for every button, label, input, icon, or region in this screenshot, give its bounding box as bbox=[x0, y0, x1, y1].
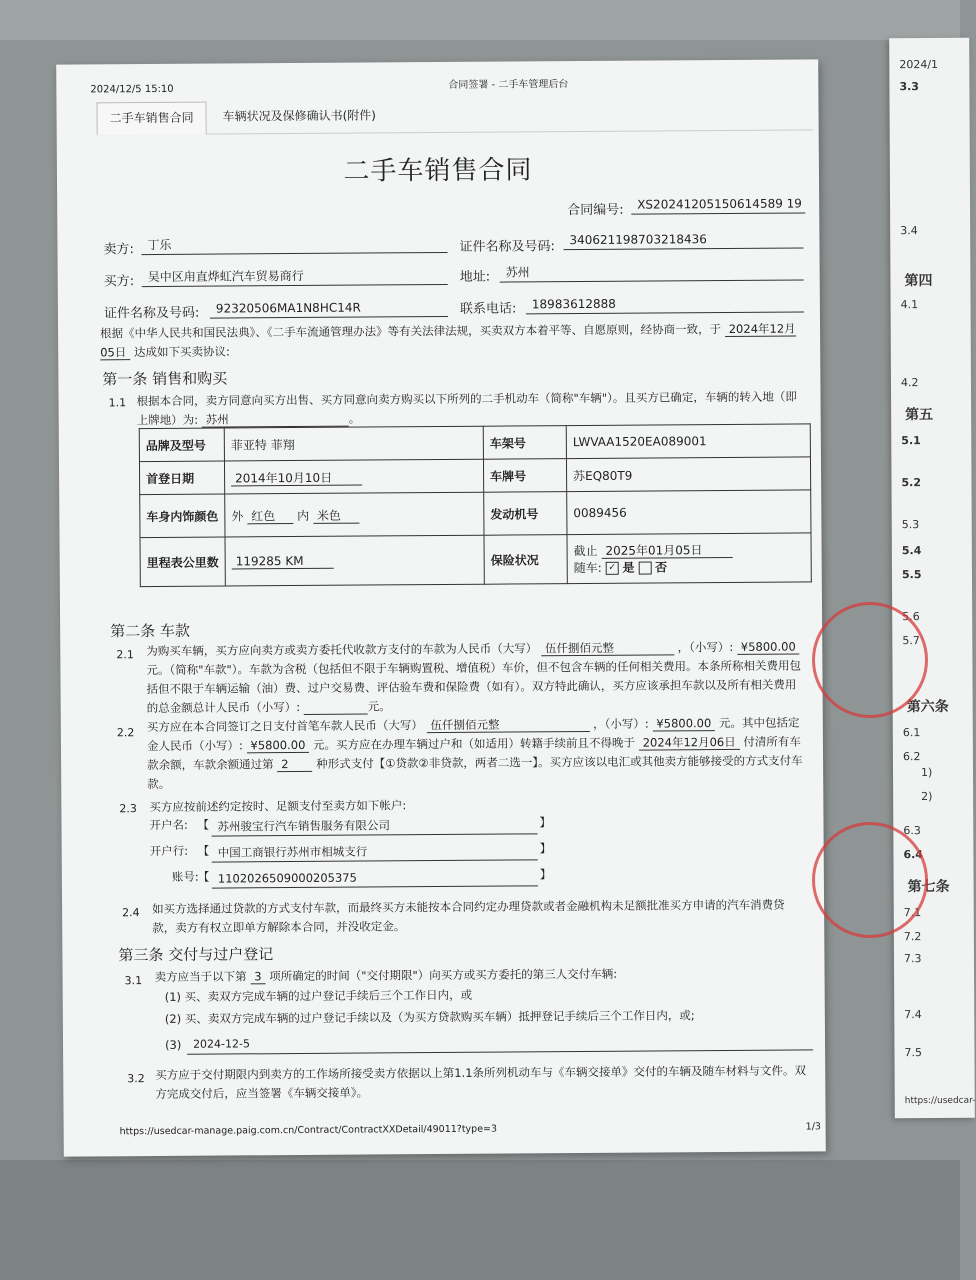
table-row bbox=[139, 457, 810, 495]
page2-item: 5.1 bbox=[901, 434, 921, 448]
account-no-label: 账号: bbox=[171, 869, 199, 884]
delivery-option-2: (2) 买、卖双方完成车辆的过户登记手续以及（为买方贷款购买车辆）抵押登记手续后三个工作日内，或; bbox=[164, 1008, 695, 1026]
table-row bbox=[140, 533, 811, 587]
engine-label: 发动机号 bbox=[484, 492, 567, 536]
buyer-value: 吴中区甪直烨虹汽车贸易商行 bbox=[142, 266, 448, 287]
page2-item: 第五 bbox=[905, 406, 934, 424]
clause-1-1: 根据本合同，卖方同意向买方出售、买方同意向卖方购买以下所列的二手机动车（简称"车辆"）。且买方已确定，车辆的转入地（即上牌地）为: 苏州 。 bbox=[136, 389, 797, 428]
mileage-value: 119285 KM bbox=[232, 554, 334, 570]
article-3-title: 第三条 交付与过户登记 bbox=[118, 945, 274, 965]
insurance-until-row bbox=[574, 540, 805, 559]
clause-2-2-text-d: 元。买方应在办理车辆过户和（如适用）转籍手续前且不得晚于 bbox=[312, 735, 636, 752]
engine-value: 0089456 bbox=[567, 490, 811, 535]
clause-number: 2.3 bbox=[119, 802, 137, 816]
page2-item: 3.3 bbox=[899, 80, 919, 94]
page2-item: 6.3 bbox=[903, 824, 921, 838]
page2-item: 6.1 bbox=[902, 726, 921, 740]
page2-item: 7.4 bbox=[904, 1008, 922, 1022]
address-value: 苏州 bbox=[500, 261, 804, 282]
clause-2-1-text-a: 为购买车辆，买方应向卖方或卖方委托代收款方支付的车款为人民币（大写） bbox=[146, 641, 538, 659]
clause-number: 1.1 bbox=[108, 396, 127, 410]
bracket-open: 【 bbox=[197, 869, 210, 884]
buyer-label: 买方: bbox=[103, 274, 135, 290]
mileage-label: 里程表公里数 bbox=[140, 537, 225, 587]
no-label: 否 bbox=[655, 560, 668, 575]
insurance-with-label: 随车: bbox=[573, 560, 602, 576]
tab-sales-contract[interactable]: 二手车销售合同 bbox=[96, 102, 206, 136]
checkbox-no[interactable] bbox=[638, 562, 651, 575]
exterior-prefix: 外 bbox=[231, 508, 244, 523]
clause-2-2-text-b: ，（小写）: bbox=[593, 716, 649, 731]
page2-item: 7.1 bbox=[903, 906, 922, 920]
next-page-partial bbox=[889, 38, 975, 1118]
contract-page bbox=[56, 59, 826, 1156]
red-seal-stamp bbox=[812, 602, 928, 718]
page2-date: 2024/1 bbox=[899, 57, 939, 72]
account-no-value: 1102026509000205375 bbox=[212, 867, 538, 888]
interior-prefix: 内 bbox=[296, 508, 310, 523]
table-row bbox=[139, 424, 810, 462]
seller-label: 卖方: bbox=[103, 242, 134, 258]
insurance-with-row bbox=[574, 557, 805, 576]
page2-item: 1) bbox=[920, 766, 933, 780]
clause-number: 2.4 bbox=[122, 906, 140, 920]
seller-id-value: 340621198703218436 bbox=[563, 229, 803, 250]
mileage-cell bbox=[225, 535, 484, 586]
clause-number: 2.1 bbox=[116, 648, 134, 662]
phone-value: 18983612888 bbox=[526, 293, 804, 314]
page2-item: 3.4 bbox=[900, 224, 918, 238]
balance-due-date: 2024年12月06日 bbox=[639, 735, 740, 751]
bracket-close: 】 bbox=[539, 867, 552, 882]
page2-item: 7.5 bbox=[904, 1046, 923, 1060]
page2-item: 第六条 bbox=[906, 698, 949, 716]
seller-value: 丁乐 bbox=[141, 234, 447, 255]
article-2-title: 第二条 车款 bbox=[110, 621, 190, 641]
seller-id-label: 证件名称及号码: bbox=[459, 239, 555, 255]
plate-value: 苏EQ80T9 bbox=[566, 457, 810, 492]
clause-2-2 bbox=[147, 713, 806, 794]
reg-date-cell bbox=[224, 459, 483, 494]
exterior-color: 红色 bbox=[247, 509, 293, 524]
clause-number: 3.1 bbox=[124, 974, 143, 988]
checkbox-yes[interactable]: ✓ bbox=[606, 562, 619, 575]
tab-vehicle-condition[interactable]: 车辆状况及保修确认书(附件) bbox=[222, 108, 376, 124]
buyer-id-value: 92320506MA1N8HC14R bbox=[210, 298, 448, 319]
reg-date-value: 2014年10月10日 bbox=[231, 470, 362, 486]
insurance-label: 保险状况 bbox=[484, 535, 567, 585]
page2-item: 第七条 bbox=[907, 878, 950, 896]
page2-item: 第四 bbox=[904, 272, 933, 290]
page2-item: 5.5 bbox=[901, 568, 922, 582]
clause-2-3: 买方应按前述约定按时、足额支付至卖方如下帐户: bbox=[149, 798, 407, 815]
account-bank-value: 中国工商银行苏州市相城支行 bbox=[212, 841, 538, 862]
delivery-item: 3 bbox=[250, 969, 265, 984]
contract-no-label: 合同编号: bbox=[567, 202, 624, 219]
page2-item: 6.2 bbox=[902, 750, 921, 764]
clause-2-2-text-f: 种形式支付【①贷款②非贷款，两者二选一】。买方应该以电汇或其他卖方能够接受的方式支付车款。 bbox=[147, 753, 803, 792]
intro-end: 达成如下买卖协议: bbox=[133, 344, 230, 360]
delivery-option-1: (1) 买、卖双方完成车辆的过户登记手续后三个工作日内，或 bbox=[164, 987, 473, 1004]
bracket-open: 【 bbox=[197, 843, 210, 858]
background-desk bbox=[0, 1160, 960, 1280]
clause-1-1-text: 根据本合同，卖方同意向买方出售、买方同意向卖方购买以下所列的二手机动车（简称"车辆"）。且买方已确定，车辆的转入地（即上牌地）为: bbox=[136, 389, 797, 428]
contract-no-value: XS20241205150614589 19 bbox=[631, 194, 805, 214]
page2-item: 5.4 bbox=[901, 544, 922, 558]
page2-item: 2) bbox=[921, 790, 933, 804]
clause-number: 3.2 bbox=[127, 1072, 145, 1086]
page2-item: 4.2 bbox=[900, 376, 919, 390]
clause-2-2-text-c: 元。其中包括定金人民币（小写）: bbox=[146, 715, 800, 754]
phone-label: 联系电话: bbox=[459, 301, 517, 317]
page2-item: 7.2 bbox=[903, 930, 922, 944]
clause-2-1-text-c: 元。（简称"车款"）。车款为含税（包括但不限于车辆购置税、增值税）车价，但不包含车辆的任何相关费用。本条所称相关费用包括但不限于车辆运输（油）费、过户交易费、评估验车费和保险费（如有）。双方特此确认，买方应该承担车款以及所有相关费用的总金额总计人民币（小写）: bbox=[146, 658, 802, 716]
address-label: 地址: bbox=[459, 269, 491, 285]
page2-item: 6.4 bbox=[903, 848, 923, 862]
background-top bbox=[0, 0, 960, 40]
plate-label: 车牌号 bbox=[483, 459, 566, 493]
clause-2-1 bbox=[146, 637, 805, 718]
page2-item: 5.3 bbox=[901, 518, 920, 532]
clause-2-2-text-a: 买方应在本合同签订之日支付首笔车款人民币（大写） bbox=[146, 718, 423, 735]
intro-text: 根据《中华人民共和国民法典》、《二手车流通管理办法》等有关法律法规，买卖双方本着平等、自愿原则，经协商一致，于 bbox=[100, 322, 722, 341]
deposit-value: ¥5800.00 bbox=[246, 738, 309, 753]
first-payment-lower: ¥5800.00 bbox=[652, 716, 715, 731]
bracket-close: 】 bbox=[539, 815, 552, 830]
vin-value: LWVAA1520EA089001 bbox=[566, 424, 810, 459]
tab-bar bbox=[96, 97, 812, 135]
page2-item: 4.1 bbox=[900, 298, 919, 312]
color-cell bbox=[225, 492, 484, 537]
intro-date: 2024年12月05日 bbox=[100, 321, 796, 360]
page2-url: https://usedcar- bbox=[904, 1095, 976, 1107]
insurance-until-prefix: 截止 bbox=[573, 543, 598, 559]
insurance-cell bbox=[567, 533, 811, 584]
clause-3-1-text-b: 项所确定的时间（"交付期限"）向买方或买方委托的第三人交付车辆: bbox=[269, 966, 618, 984]
yes-label: 是 bbox=[622, 560, 635, 575]
page2-item: 7.3 bbox=[903, 952, 922, 966]
clause-3-1-text-a: 卖方应当于以下第 bbox=[154, 969, 247, 985]
first-payment-upper: 伍仟捌佰元整 bbox=[426, 717, 589, 733]
document-title: 二手车销售合同 bbox=[343, 155, 533, 187]
clause-number: 2.2 bbox=[116, 726, 135, 740]
clause-3-2: 买方应于交付期限内到卖方的工作场所接受卖方依据以上第1.1条所列机动车与《车辆交接单》交付的车辆及随车材料与文件。双方完成交付后，应当签署《车辆交接单》。 bbox=[155, 1063, 807, 1102]
print-timestamp: 2024/12/5 15:10 bbox=[90, 83, 174, 96]
clause-2-2-text-e: 付清所有车款余额，车款余额通过第 bbox=[147, 734, 801, 773]
intro-paragraph bbox=[100, 319, 806, 362]
brand-label: 品牌及型号 bbox=[139, 428, 224, 462]
brand-value: 菲亚特 菲翔 bbox=[224, 426, 483, 461]
delivery-option-3-num: (3) bbox=[164, 1037, 182, 1052]
reg-date-label: 首登日期 bbox=[139, 461, 224, 495]
insurance-until-date: 2025年01月05日 bbox=[601, 543, 732, 559]
red-seal-stamp bbox=[812, 822, 928, 938]
clause-2-1-text-b: ，（小写）: bbox=[677, 639, 734, 655]
vin-label: 车架号 bbox=[483, 426, 566, 460]
page2-item: 5.2 bbox=[901, 476, 922, 490]
clause-2-4: 如买方选择通过贷款的方式支付车款，而最终买方未能按本合同约定办理贷款或者金融机构未足额批准买方申请的汽车消费贷款，卖方有权立即单方解除本合同，并没收定金。 bbox=[152, 897, 785, 936]
total-unit: 元。 bbox=[367, 699, 391, 714]
print-page-title: 合同签署 - 二手车管理后台 bbox=[448, 79, 569, 91]
color-label: 车身内饰颜色 bbox=[140, 494, 225, 538]
price-upper: 伍仟捌佰元整 bbox=[541, 640, 674, 656]
interior-color: 米色 bbox=[313, 508, 359, 523]
footer-url: https://usedcar-manage.paig.com.cn/Contract/ContractXXDetail/49011?type=3 bbox=[119, 1123, 498, 1138]
account-bank-label: 开户行: bbox=[149, 843, 189, 859]
price-lower: ¥5800.00 bbox=[737, 639, 800, 654]
table-row bbox=[140, 490, 811, 538]
transfer-city: 苏州 bbox=[202, 412, 349, 428]
account-name-label: 开户名: bbox=[149, 817, 188, 833]
payment-method: 2 bbox=[277, 757, 312, 772]
page2-item: 5.7 bbox=[902, 634, 920, 648]
buyer-id-label: 证件名称及号码: bbox=[103, 305, 200, 322]
delivery-option-3-value: 2024-12-5 bbox=[187, 1031, 813, 1054]
account-name-value: 苏州骏宝行汽车销售服务有限公司 bbox=[211, 815, 537, 836]
vehicle-info-table bbox=[139, 423, 812, 587]
page2-item: 5.6 bbox=[902, 610, 920, 624]
article-1-title: 第一条 销售和购买 bbox=[102, 369, 228, 389]
bracket-close: 】 bbox=[539, 841, 552, 856]
clause-3-1 bbox=[155, 965, 618, 987]
bracket-open: 【 bbox=[197, 817, 210, 832]
footer-page-number: 1/3 bbox=[805, 1121, 821, 1133]
